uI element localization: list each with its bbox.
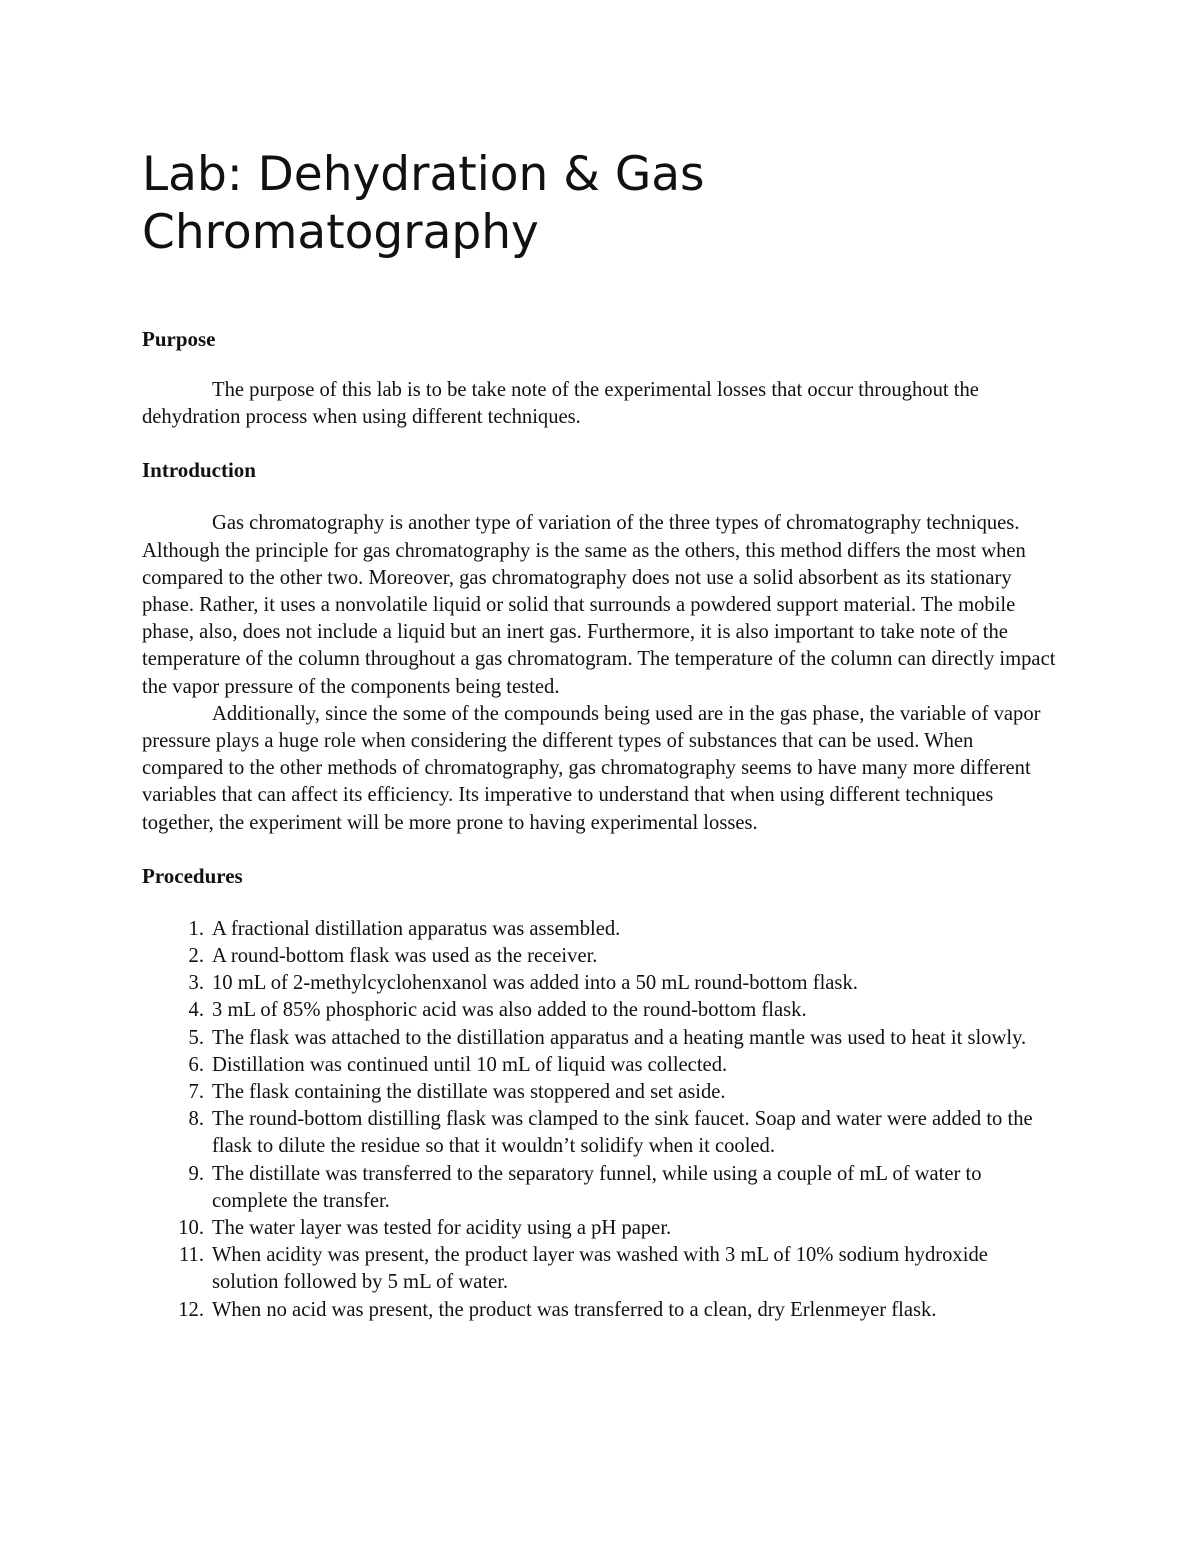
title-line-2: Chromatography xyxy=(142,205,539,260)
step-number: 5. xyxy=(188,1026,204,1049)
procedure-step xyxy=(142,1106,1057,1160)
step-number: 7. xyxy=(188,1081,204,1104)
step-number: 6. xyxy=(188,1053,204,1076)
step-text: The flask was attached to the distillation apparatus and a heating mantle was used to heat it slowly. xyxy=(212,1026,1027,1049)
procedure-step xyxy=(142,916,1057,943)
step-text: The flask containing the distillate was stoppered and set aside. xyxy=(212,1081,726,1104)
title-line-1: Lab: Dehydration & Gas xyxy=(142,147,705,202)
introduction-paragraph-1: Gas chromatography is another type of variation of the three types of chromatography techniques. Although the principle for gas chromatography is the same as the others, this method differs the most when compared to the other two. Moreover, gas chromatography does not use a solid absorbent as its stationary phase. Rather, it uses a nonvolatile liquid or solid that surrounds a powdered support material. The mobile phase, also, does not include a liquid but an inert gas. Furthermore, it is also important to take note of the temperature of the column throughout a gas chromatogram. The temperature of the column can directly impact the vapor pressure of the components being tested. xyxy=(142,512,1056,698)
step-number: 1. xyxy=(188,917,204,940)
step-text: When acidity was present, the product layer was washed with 3 mL of 10% sodium hydroxide solution followed by 5 mL of water. xyxy=(212,1244,988,1294)
purpose-heading: Purpose xyxy=(142,327,216,351)
procedure-step xyxy=(142,943,1057,970)
step-text: Distillation was continued until 10 mL of liquid was collected. xyxy=(212,1053,728,1076)
document-body xyxy=(142,146,1057,1324)
step-text: The water layer was tested for acidity using a pH paper. xyxy=(212,1217,672,1240)
procedure-step xyxy=(142,970,1057,997)
introduction-paragraph-2: Additionally, since the some of the compounds being used are in the gas phase, the variable of vapor pressure plays a huge role when considering the different types of substances that can be used. When compared to the other methods of chromatography, gas chromatography seems to have many more different variables that can affect its efficiency. Its imperative to understand that when using different techniques together, the experiment will be more prone to having experimental losses. xyxy=(142,702,1041,834)
step-text: When no acid was present, the product was transferred to a clean, dry Erlenmeyer flask. xyxy=(212,1298,937,1321)
step-number: 8. xyxy=(188,1108,204,1131)
step-number: 3. xyxy=(188,972,204,995)
step-number: 10. xyxy=(178,1217,204,1240)
procedure-step xyxy=(142,1161,1057,1215)
procedure-step xyxy=(142,1025,1057,1052)
procedure-step xyxy=(142,1297,1057,1324)
step-number: 11. xyxy=(179,1244,204,1267)
document-title xyxy=(142,146,1057,262)
introduction-heading: Introduction xyxy=(142,458,256,483)
step-text: 10 mL of 2-methylcyclohenxanol was added into a 50 mL round-bottom flask. xyxy=(212,972,858,995)
procedure-step xyxy=(142,1215,1057,1242)
step-text: A fractional distillation apparatus was assembled. xyxy=(212,917,621,940)
step-text: 3 mL of 85% phosphoric acid was also added to the round-bottom flask. xyxy=(212,999,807,1022)
procedure-step xyxy=(142,1052,1057,1079)
step-number: 9. xyxy=(188,1162,204,1185)
step-number: 4. xyxy=(188,999,204,1022)
procedure-step xyxy=(142,1079,1057,1106)
procedure-step xyxy=(142,1242,1057,1296)
step-number: 12. xyxy=(178,1298,204,1321)
step-number: 2. xyxy=(188,945,204,968)
step-text: The round-bottom distilling flask was clamped to the sink faucet. Soap and water were added to the flask to dilute the residue so that it wouldn’t solidify when it cooled. xyxy=(212,1108,1033,1158)
procedures-list xyxy=(142,916,1057,1324)
purpose-paragraph: The purpose of this lab is to be take note of the experimental losses that occur throughout the dehydration process when using different techniques. xyxy=(142,379,979,429)
step-text: The distillate was transferred to the separatory funnel, while using a couple of mL of water to complete the transfer. xyxy=(212,1162,982,1212)
procedure-step xyxy=(142,997,1057,1024)
procedures-heading: Procedures xyxy=(142,863,243,888)
step-text: A round-bottom flask was used as the receiver. xyxy=(212,945,598,968)
